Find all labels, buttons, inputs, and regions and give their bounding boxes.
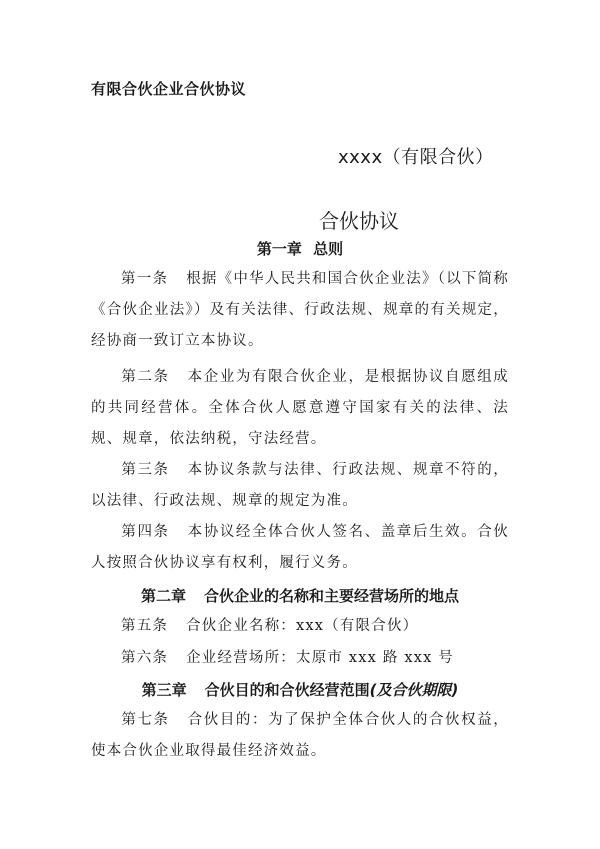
chapter-title: 合伙目的和合伙经营范围	[204, 681, 370, 699]
article-number: 第四条	[121, 524, 170, 540]
article-text: 本协议条款与法律、行政法规、规章不符的，以法律、行政法规、规章的规定为准。	[91, 462, 509, 509]
article-text: 本协议经全体合伙人签名、盖章后生效。合伙人按照合伙协议享有权利，履行义务。	[91, 524, 509, 571]
article-number: 第五条	[121, 618, 169, 634]
chapter-2-heading	[0, 585, 600, 606]
chapter-title: 合伙企业的名称和主要经营场所的地点	[204, 587, 460, 605]
article-number: 第二条	[121, 369, 170, 385]
article-text: 根据《中华人民共和国合伙企业法》（以下简称《合伙企业法》）及有关法律、行政法规、规章的有关规定，经协商一致订立本协议。	[91, 271, 510, 349]
chapter-title: 总则	[313, 240, 344, 258]
article-number: 第六条	[121, 650, 169, 666]
chapter-label: 第三章	[141, 681, 187, 699]
chapter-label: 第二章	[140, 587, 186, 605]
partnership-name: xxxx（有限合伙）	[338, 147, 494, 168]
article-3	[91, 455, 509, 517]
article-1	[91, 264, 509, 357]
article-6	[91, 643, 509, 674]
article-number: 第一条	[121, 271, 169, 287]
chapter-title-note: (及合伙期限)	[369, 681, 459, 699]
article-text: 合伙目的：为了保护全体合伙人的合伙权益，使本合伙企业取得最佳经济效益。	[91, 712, 509, 759]
article-7	[91, 705, 509, 767]
chapter-label: 第一章	[256, 240, 302, 258]
article-text: 本企业为有限合伙企业，是根据协议自愿组成的共同经营体。全体合伙人愿意遵守国家有关的法律、法规、规章，依法纳税，守法经营。	[91, 369, 509, 447]
document-heading: 有限合伙企业合伙协议	[91, 80, 247, 98]
agreement-title: 合伙协议	[319, 209, 399, 233]
article-number: 第七条	[121, 712, 170, 728]
article-text: 企业经营场所：太原市 xxx 路 xxx 号	[186, 650, 455, 666]
article-text: 合伙企业名称：xxx（有限合伙）	[186, 618, 419, 634]
article-number: 第三条	[121, 462, 170, 478]
chapter-1-heading	[0, 238, 600, 259]
article-2	[91, 362, 509, 455]
article-4	[91, 517, 509, 579]
chapter-3-heading	[0, 679, 600, 700]
article-5	[91, 611, 509, 642]
